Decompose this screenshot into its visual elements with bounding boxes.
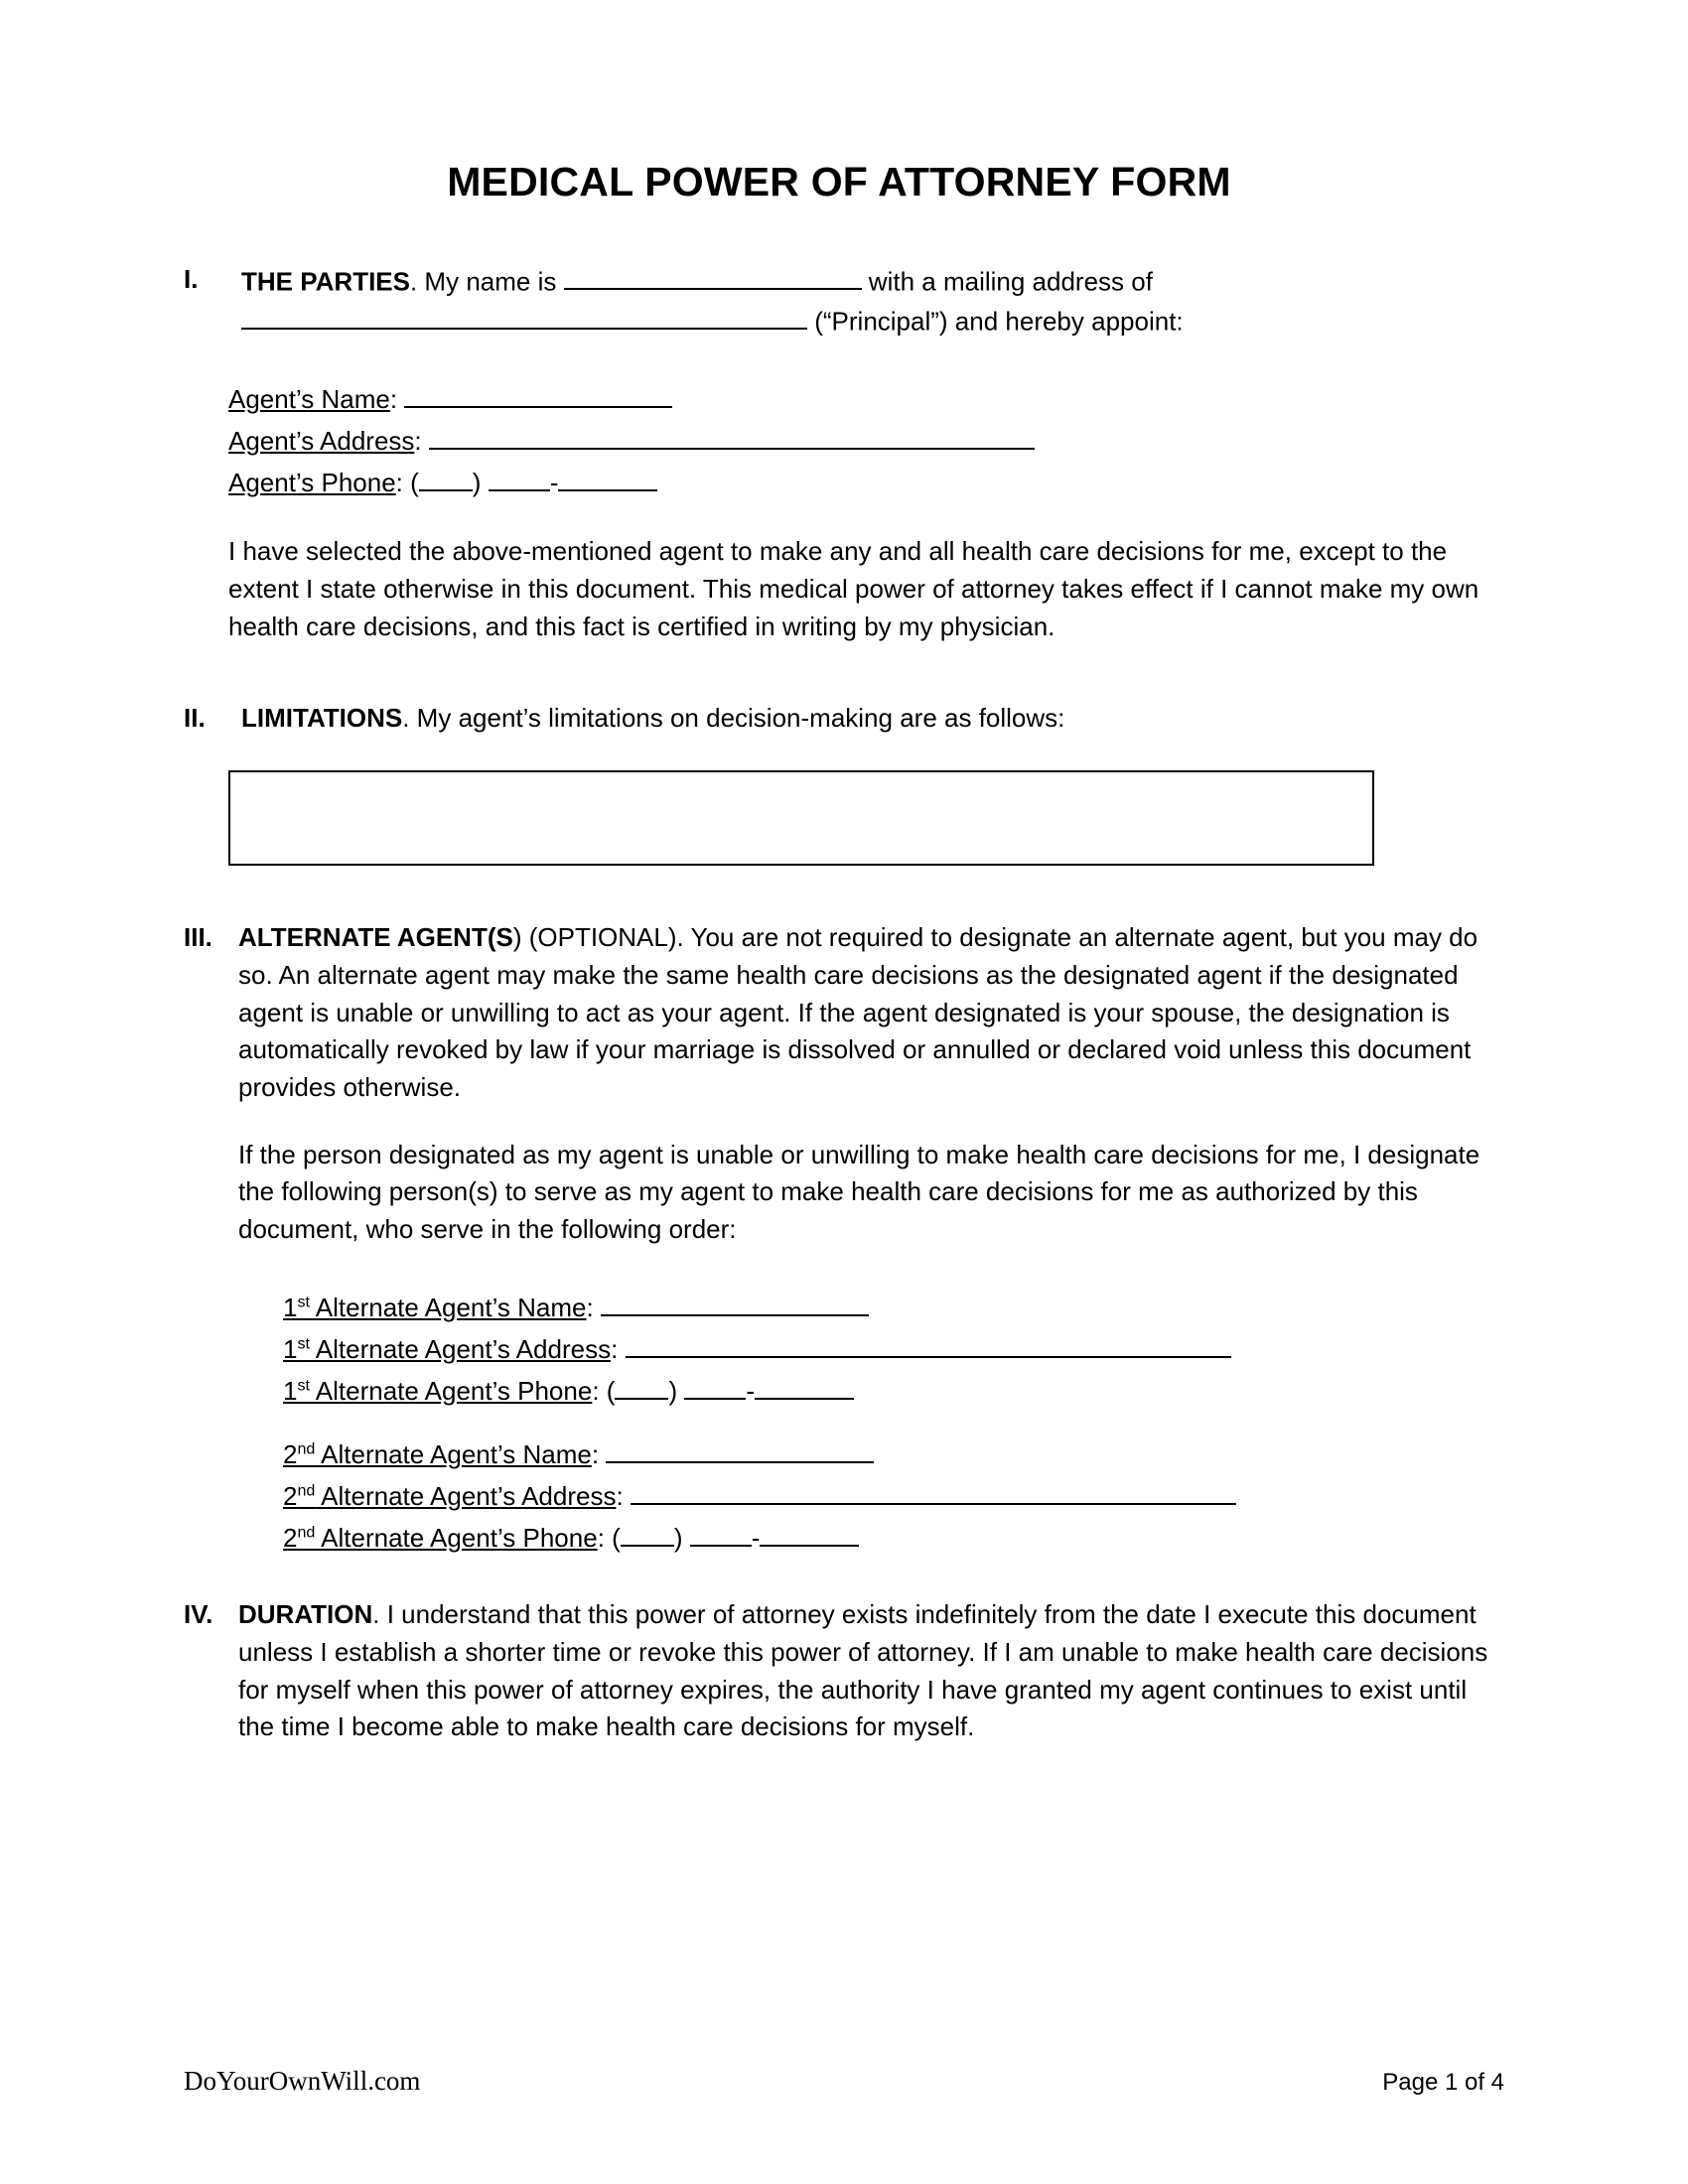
page-title: MEDICAL POWER OF ATTORNEY FORM — [447, 159, 1231, 205]
parties-paragraph: I have selected the above-mentioned agent to make any and all health care decisions for me, except to the extent I state otherwise in this document. This medical power of attorney takes effect if I cannot make my own health care decisions, and this fact is certified in writing by my physician. — [228, 536, 1479, 641]
agent-phone-prefix-input[interactable] — [489, 463, 550, 491]
alt2-address-separator: : — [616, 1481, 631, 1512]
agent-address-label: Agent’s Address — [228, 426, 415, 457]
alt2-address-input[interactable] — [631, 1476, 1236, 1505]
alt1-phone-area-input[interactable] — [615, 1371, 668, 1400]
alt1-address-separator: : — [611, 1333, 626, 1364]
section-numeral-1: I. — [184, 264, 199, 295]
section-heading-the-parties: THE PARTIES — [241, 266, 410, 297]
alt2-phone-prefix-input[interactable] — [690, 1518, 752, 1547]
alternate-agents-paragraph-2: If the person designated as my agent is unable or unwilling to make health care decisions for me, I designate the following person(s) to serve as my agent to make health care decisions for me as authorized by this document, who serve in the following order: — [238, 1139, 1480, 1244]
section-alternate-agents — [184, 919, 1494, 1559]
alt2-phone-label: 2nd Alternate Agent’s Phone — [283, 1523, 598, 1554]
agent-phone-paren-open: ( — [410, 468, 419, 498]
agent-name-separator: : — [389, 384, 405, 415]
alt2-address-row — [283, 1475, 1494, 1517]
principal-name-input[interactable] — [564, 261, 862, 290]
alt1-address-label: 1st Alternate Agent’s Address — [283, 1333, 612, 1364]
agent-address-input[interactable] — [429, 421, 1035, 450]
section-body-3 — [238, 919, 1494, 1559]
alt2-phone-area-input[interactable] — [621, 1518, 674, 1547]
alt2-phone-dash: - — [751, 1523, 761, 1554]
section-numeral-4: IV. — [184, 1599, 213, 1630]
section-the-parties — [184, 261, 1494, 645]
alt2-name-input[interactable] — [606, 1434, 874, 1463]
agent-name-row — [228, 378, 1494, 420]
document-content — [184, 159, 1494, 1746]
alt1-phone-label: 1st Alternate Agent’s Phone — [283, 1375, 593, 1406]
alt2-name-row — [283, 1433, 1494, 1475]
first-alternate-agent-fields — [283, 1287, 1494, 1560]
agent-phone-row — [228, 462, 1494, 503]
alt1-phone-separator: : — [592, 1375, 607, 1406]
alt2-name-label: 2nd Alternate Agent’s Name — [283, 1439, 592, 1470]
section-body-1 — [241, 261, 1494, 341]
section-limitations — [184, 700, 1494, 867]
alt2-phone-paren-open: ( — [612, 1523, 621, 1554]
alt2-address-label: 2nd Alternate Agent’s Address — [283, 1481, 617, 1512]
brand-label: DoYourOwnWill.com — [184, 2066, 421, 2096]
agent-phone-dash: - — [549, 468, 559, 498]
parties-text-2: with a mailing address of — [861, 266, 1153, 297]
alt2-phone-line-input[interactable] — [760, 1518, 859, 1547]
section-body-4 — [238, 1596, 1494, 1746]
section-heading-alternate-agents: ALTERNATE AGENT(S — [238, 922, 513, 953]
section-heading-limitations: LIMITATIONS — [241, 702, 403, 733]
alt2-phone-row — [283, 1517, 1494, 1559]
limitations-textarea[interactable] — [228, 770, 1374, 866]
section-numeral-2: II. — [184, 702, 206, 733]
agent-phone-separator: : — [395, 468, 411, 498]
section-numeral-3: III. — [184, 922, 212, 953]
alt1-name-separator: : — [586, 1292, 601, 1322]
principal-address-input[interactable] — [241, 301, 807, 330]
agent-phone-paren-close: ) — [472, 468, 489, 498]
agent-name-label: Agent’s Name — [228, 384, 390, 415]
agent-phone-line-input[interactable] — [558, 463, 657, 491]
alt1-phone-row — [283, 1370, 1494, 1412]
agent-fields — [228, 378, 1494, 503]
agent-phone-area-input[interactable] — [419, 463, 473, 491]
alt2-name-separator: : — [591, 1439, 607, 1470]
alt1-phone-paren-close: ) — [668, 1375, 685, 1406]
alt2-phone-paren-close: ) — [673, 1523, 690, 1554]
alt1-phone-dash: - — [746, 1375, 755, 1406]
agent-address-row — [228, 420, 1494, 462]
alt1-phone-paren-open: ( — [606, 1375, 616, 1406]
alternate-agents-text: ) (OPTIONAL). You are not required to designate an alternate agent, but you may do so. An alternate agent may make the same health care decisions as the designated agent if the designated agent is unable or unwilling to act as your agent. If the agent designated is your spouse, the designation is automatically revoked by law if your marriage is dissolved or annulled or declared void unless this document provides otherwise. — [238, 922, 1478, 1102]
alt1-phone-prefix-input[interactable] — [684, 1371, 746, 1400]
alt2-phone-separator: : — [597, 1523, 613, 1554]
section-heading-duration: DURATION — [238, 1599, 373, 1630]
section-body-2 — [241, 700, 1494, 738]
duration-text: . I understand that this power of attorney exists indefinitely from the date I execute this document unless I establish a shorter time or revoke this power of attorney. If I am unable to make health care decisions for myself when this power of attorney expires, the authority I have granted my agent continues to exist until the time I become able to make health care decisions for myself. — [238, 1599, 1488, 1742]
page-number: Page 1 of 4 — [1382, 2069, 1504, 2096]
agent-name-input[interactable] — [404, 379, 672, 408]
alt1-address-row — [283, 1328, 1494, 1370]
alt1-address-input[interactable] — [626, 1329, 1231, 1358]
alt1-name-label: 1st Alternate Agent’s Name — [283, 1292, 587, 1322]
page-footer — [184, 2066, 1504, 2097]
alt1-name-row — [283, 1287, 1494, 1328]
alt1-phone-line-input[interactable] — [755, 1371, 854, 1400]
agent-phone-label: Agent’s Phone — [228, 468, 396, 498]
parties-text-3: (“Principal”) and hereby appoint: — [807, 306, 1184, 337]
agent-address-separator: : — [414, 426, 429, 457]
limitations-text: . My agent’s limitations on decision-making are as follows: — [402, 702, 1065, 733]
parties-text-1: . My name is — [409, 266, 564, 297]
section-duration — [184, 1596, 1494, 1746]
alt1-name-input[interactable] — [601, 1287, 869, 1315]
